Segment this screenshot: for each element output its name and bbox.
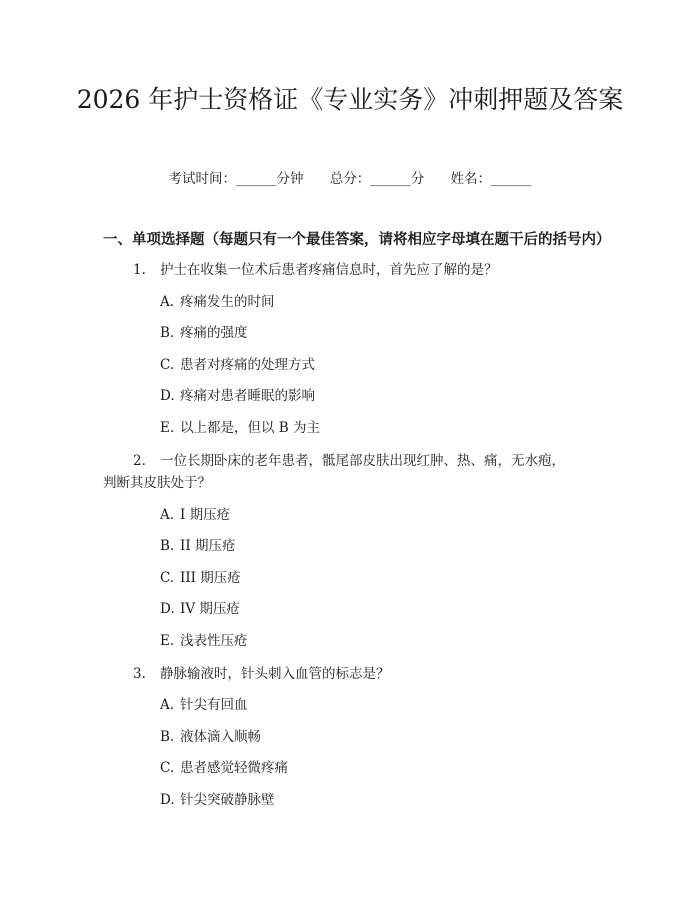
option-key: D. — [160, 388, 175, 404]
question-2-option-c — [160, 568, 241, 588]
question-3-option-d — [160, 790, 275, 810]
option-key: B. — [160, 729, 175, 745]
question-text: 护士在收集一位术后患者疼痛信息时，首先应了解的是？ — [160, 262, 498, 278]
option-text: IV 期压疮 — [180, 601, 240, 617]
option-key: B. — [160, 325, 175, 341]
option-key: C. — [160, 570, 175, 586]
option-text: II 期压疮 — [180, 538, 236, 554]
question-1-option-d — [160, 386, 315, 406]
option-key: E. — [160, 420, 175, 436]
question-number: 2. — [133, 453, 146, 469]
option-text: 液体滴入顺畅 — [180, 729, 261, 745]
option-text: 针尖有回血 — [180, 697, 248, 713]
option-key: A. — [160, 697, 175, 713]
option-text: III 期压疮 — [180, 570, 241, 586]
option-text: 患者感觉轻微疼痛 — [180, 760, 288, 776]
option-key: D. — [160, 792, 175, 808]
question-1-stem — [133, 259, 573, 281]
option-key: E. — [160, 633, 175, 649]
question-1-option-a — [160, 292, 275, 312]
question-2-option-e — [160, 631, 248, 651]
option-text: 针尖突破静脉壁 — [180, 792, 275, 808]
question-number: 1. — [133, 262, 146, 278]
question-1-option-b — [160, 323, 248, 343]
question-1-option-c — [160, 355, 315, 375]
option-key: C. — [160, 760, 175, 776]
total-score-field: 总分：______分 — [329, 171, 425, 187]
option-text: I 期压疮 — [180, 507, 231, 523]
question-2-option-d — [160, 599, 240, 619]
question-3-stem — [133, 663, 573, 685]
question-2-option-a — [160, 505, 230, 525]
question-text: 一位长期卧床的老年患者，骶尾部皮肤出现红肿、热、痛，无水疱，判断其皮肤处于？ — [103, 453, 565, 491]
option-key: D. — [160, 601, 175, 617]
question-text: 静脉输液时，针头刺入血管的标志是？ — [160, 666, 390, 682]
option-text: 浅表性压疮 — [180, 633, 248, 649]
exam-time-field: 考试时间：______分钟 — [168, 171, 304, 187]
option-text: 患者对疼痛的处理方式 — [180, 357, 315, 373]
option-key: A. — [160, 294, 175, 310]
question-1-option-e — [160, 418, 320, 438]
question-3-option-a — [160, 695, 248, 715]
question-3-option-b — [160, 727, 261, 747]
exam-info-line — [0, 169, 700, 189]
option-text: 以上都是，但以 B 为主 — [180, 420, 321, 436]
option-key: B. — [160, 538, 175, 554]
section-heading: 一、单项选择题（每题只有一个最佳答案，请将相应字母填在题干后的括号内） — [103, 231, 611, 248]
name-field: 姓名：______ — [450, 171, 532, 187]
question-3-option-c — [160, 758, 288, 778]
question-2-stem — [103, 450, 573, 494]
question-number: 3. — [133, 666, 146, 682]
question-2-option-b — [160, 536, 235, 556]
option-text: 疼痛发生的时间 — [180, 294, 275, 310]
option-key: A. — [160, 507, 175, 523]
option-text: 疼痛的强度 — [180, 325, 248, 341]
option-key: C. — [160, 357, 175, 373]
document-title: 2026 年护士资格证《专业实务》冲刺押题及答案 — [76, 85, 624, 114]
option-text: 疼痛对患者睡眠的影响 — [180, 388, 315, 404]
